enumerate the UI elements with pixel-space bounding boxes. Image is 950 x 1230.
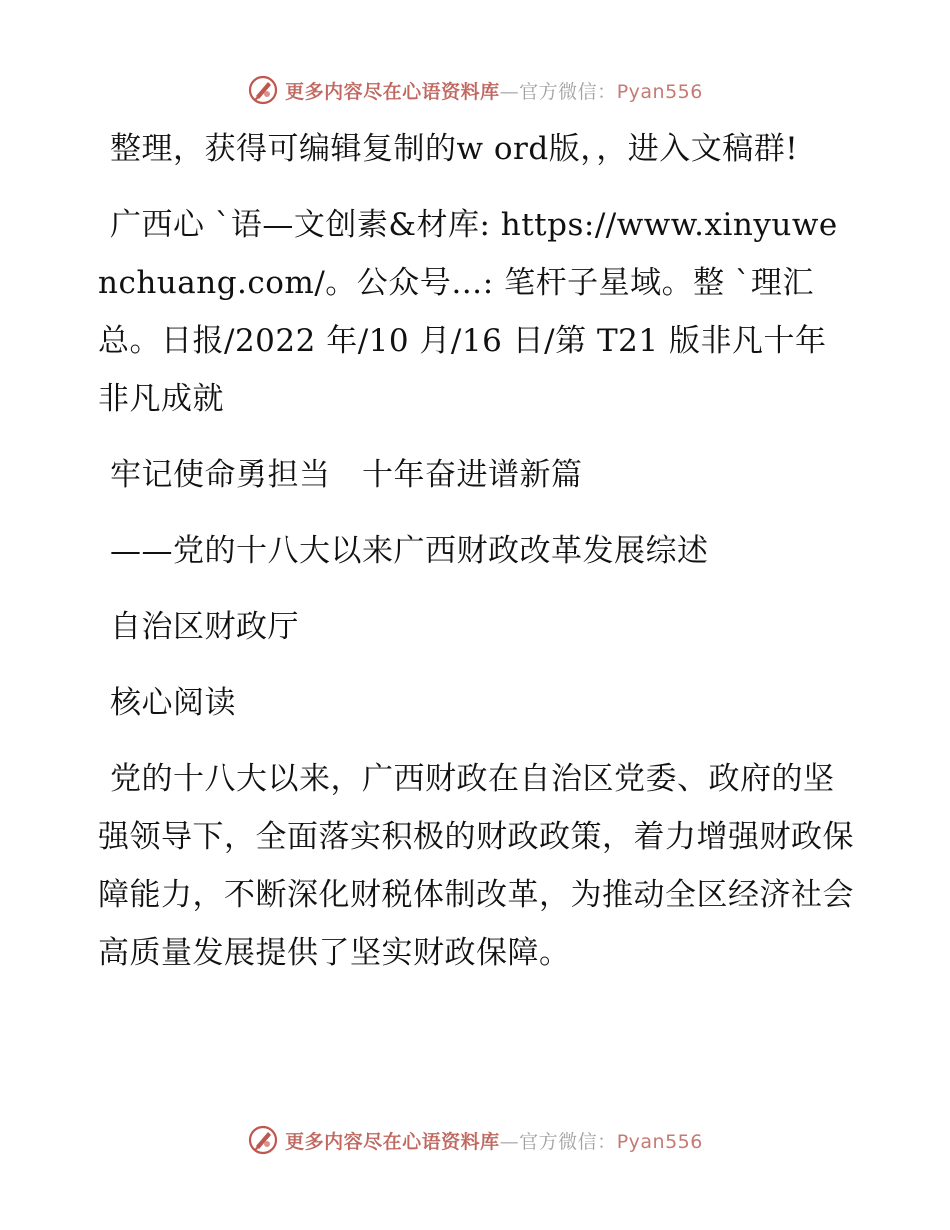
banner-brand: 更多内容尽在心语资料库	[285, 80, 500, 103]
quill-seal-icon	[247, 1124, 279, 1156]
banner-text	[285, 1127, 703, 1154]
article-author: 自治区财政厅	[110, 609, 299, 645]
document-body	[98, 120, 858, 1000]
banner-text	[285, 77, 703, 104]
footer-banner	[0, 1120, 950, 1160]
paragraph-source: 广西心 `语—文创素&材库: https://www.xinyuwenchuang.com/。公众号…: 笔杆子星域。整 `理汇总。日报/2022 年/10 月/16 日/第 T21 版非凡十年 非凡成就	[98, 207, 838, 417]
section-heading-core-reading: 核心阅读	[110, 685, 236, 721]
header-banner-content	[247, 74, 703, 106]
banner-wechat-label: 官方微信：	[519, 1130, 617, 1153]
banner-brand: 更多内容尽在心语资料库	[285, 1130, 500, 1153]
article-subtitle: ——党的十八大以来广西财政改革发展综述	[110, 533, 709, 569]
banner-wechat-id: Pyan556	[616, 1130, 703, 1153]
article-title: 牢记使命勇担当 十年奋进谱新篇	[110, 457, 583, 493]
banner-separator: —	[499, 1130, 520, 1153]
banner-wechat-id: Pyan556	[616, 80, 703, 103]
banner-wechat-label: 官方微信：	[519, 80, 617, 103]
paragraph-core-reading: 党的十八大以来，广西财政在自治区党委、政府的坚强领导下，全面落实积极的财政政策，着力增强财政保障能力，不断深化财税体制改革，为推动全区经济社会高质量发展提供了坚实财政保障。	[98, 761, 854, 971]
banner-separator: —	[499, 80, 520, 103]
paragraph-intro: 整理，获得可编辑复制的w ord版，，进入文稿群!	[110, 131, 799, 167]
quill-seal-icon	[247, 74, 279, 106]
footer-banner-content	[247, 1124, 703, 1156]
header-banner	[0, 70, 950, 110]
